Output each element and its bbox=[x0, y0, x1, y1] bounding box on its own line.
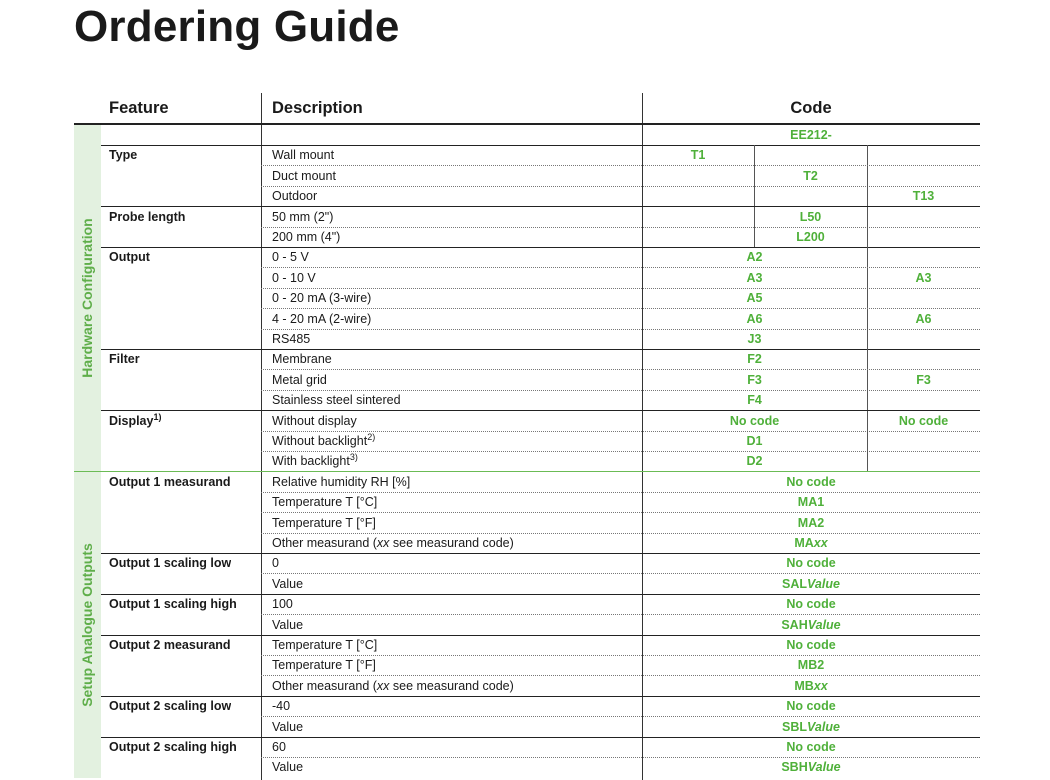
feature-text: Output 2 scaling high bbox=[109, 740, 237, 754]
table-row bbox=[101, 737, 980, 757]
description-cell bbox=[272, 268, 316, 288]
description-text: 100 bbox=[272, 597, 293, 612]
table-row bbox=[101, 513, 980, 533]
code-text: MA bbox=[794, 536, 814, 550]
description-text: 60 bbox=[272, 740, 286, 754]
description-cell bbox=[272, 757, 303, 777]
code-italic: xx bbox=[813, 536, 828, 550]
feature-text: Output 1 measurand bbox=[109, 474, 231, 489]
header-feature: Feature bbox=[109, 99, 169, 117]
description-cell bbox=[272, 635, 377, 655]
description-cell bbox=[272, 247, 309, 267]
code-column-divider bbox=[867, 411, 868, 431]
code-column-divider bbox=[867, 227, 868, 247]
table-row bbox=[101, 717, 980, 737]
description-cell bbox=[272, 737, 286, 757]
code-column-divider bbox=[867, 207, 868, 227]
code-value: T2 bbox=[803, 168, 818, 183]
feature-label bbox=[109, 696, 231, 716]
feature-text: Output 1 scaling low bbox=[109, 556, 232, 571]
code-value: F2 bbox=[747, 352, 762, 367]
description-cell bbox=[272, 717, 303, 737]
code-value: L50 bbox=[799, 209, 822, 224]
code-value: No code bbox=[729, 413, 780, 428]
description-italic: xx bbox=[376, 678, 390, 693]
table-row bbox=[101, 411, 980, 431]
description-text: Without display bbox=[272, 413, 357, 428]
description-text: Temperature T [°F] bbox=[272, 658, 376, 673]
table-row bbox=[101, 574, 980, 594]
description-text: Stainless steel sintered bbox=[272, 393, 401, 408]
section-label: Hardware Configuration bbox=[79, 218, 95, 379]
code-value: No code bbox=[786, 597, 836, 612]
description-footnote: 2) bbox=[367, 431, 376, 442]
description-text: Value bbox=[272, 760, 304, 775]
table-row bbox=[101, 757, 980, 777]
code-value bbox=[642, 676, 980, 696]
feature-label bbox=[109, 594, 237, 614]
code-column-divider bbox=[867, 370, 868, 390]
feature-text: Display bbox=[109, 413, 154, 428]
description-text: Value bbox=[272, 719, 304, 734]
feature-text: Output 2 measurand bbox=[109, 638, 231, 652]
code-value: F3 bbox=[747, 372, 762, 387]
description-cell bbox=[272, 513, 376, 533]
table-row bbox=[101, 615, 980, 635]
description-cell bbox=[272, 615, 303, 635]
description-cell bbox=[272, 676, 514, 696]
description-cell bbox=[272, 574, 303, 594]
code-value bbox=[642, 717, 980, 737]
description-text: Metal grid bbox=[272, 372, 327, 387]
description-cell bbox=[272, 533, 514, 553]
feature-label bbox=[109, 247, 150, 267]
code-value: No code bbox=[786, 638, 836, 652]
description-text: RS485 bbox=[272, 332, 311, 346]
code-column-divider bbox=[867, 349, 868, 369]
code-value: F4 bbox=[747, 393, 762, 408]
code-italic: Value bbox=[807, 760, 841, 775]
code-text: SBL bbox=[782, 719, 808, 734]
table-header bbox=[74, 93, 980, 123]
ordering-table bbox=[74, 125, 980, 780]
description-cell bbox=[272, 492, 377, 512]
description-text: 0 - 20 mA (3-wire) bbox=[272, 291, 372, 306]
table-row bbox=[101, 594, 980, 614]
table-row bbox=[101, 431, 980, 451]
description-text: see measurand code) bbox=[389, 678, 514, 693]
code-value: No code bbox=[898, 413, 949, 428]
description-text: 200 mm (4") bbox=[272, 230, 341, 244]
header-description: Description bbox=[272, 99, 363, 117]
description-text: Temperature T [°C] bbox=[272, 495, 378, 510]
description-text: 50 mm (2") bbox=[272, 209, 334, 224]
description-cell bbox=[272, 166, 336, 186]
feature-text: Probe length bbox=[109, 209, 186, 224]
feature-label bbox=[109, 145, 137, 165]
code-value: A5 bbox=[746, 291, 763, 306]
code-value: J3 bbox=[747, 332, 762, 346]
description-cell bbox=[272, 411, 357, 431]
code-value: A6 bbox=[746, 311, 763, 326]
table-row bbox=[101, 635, 980, 655]
description-cell bbox=[272, 309, 371, 329]
code-value: MA1 bbox=[797, 495, 825, 510]
table-row bbox=[101, 655, 980, 675]
code-value: A3 bbox=[915, 270, 932, 285]
table-row bbox=[101, 370, 980, 390]
feature-label bbox=[109, 737, 237, 757]
code-column-divider bbox=[867, 309, 868, 329]
header-divider bbox=[261, 93, 262, 123]
code-column-divider bbox=[867, 451, 868, 471]
table-row bbox=[101, 227, 980, 247]
code-column-divider bbox=[867, 431, 868, 451]
code-column-divider bbox=[754, 145, 755, 165]
code-value: MB2 bbox=[797, 658, 825, 673]
description-cell bbox=[272, 696, 290, 716]
description-cell bbox=[272, 370, 327, 390]
feature-label bbox=[109, 472, 231, 492]
feature-text: Type bbox=[109, 148, 138, 163]
table-row bbox=[101, 166, 980, 186]
code-column-divider bbox=[867, 186, 868, 206]
description-cell bbox=[272, 655, 376, 675]
page-title: Ordering Guide bbox=[74, 2, 400, 51]
code-value: F3 bbox=[916, 372, 931, 387]
code-value: EE212- bbox=[790, 128, 832, 142]
feature-label bbox=[109, 411, 161, 431]
description-text: Membrane bbox=[272, 352, 332, 367]
description-text: With backlight bbox=[272, 454, 350, 469]
table-row bbox=[101, 553, 980, 573]
code-column-divider bbox=[754, 166, 755, 186]
code-value: T1 bbox=[690, 148, 706, 163]
code-value: A2 bbox=[746, 250, 763, 265]
description-text: Value bbox=[272, 617, 304, 632]
code-value: MA2 bbox=[797, 515, 825, 530]
table-row bbox=[101, 125, 980, 145]
feature-text: Output 1 scaling high bbox=[109, 597, 237, 612]
code-column-divider bbox=[754, 207, 755, 227]
code-column-divider bbox=[867, 247, 868, 267]
description-text: -40 bbox=[272, 699, 291, 714]
description-text: Relative humidity RH [%] bbox=[272, 474, 411, 489]
description-cell bbox=[272, 349, 332, 369]
description-cell bbox=[272, 553, 279, 573]
description-footnote: 3) bbox=[349, 452, 358, 463]
code-italic: Value bbox=[807, 576, 840, 591]
code-italic: xx bbox=[813, 678, 828, 693]
code-value: L200 bbox=[796, 230, 825, 244]
feature-footnote: 1) bbox=[153, 411, 162, 422]
table-row bbox=[101, 329, 980, 349]
code-value bbox=[642, 757, 980, 777]
description-italic: xx bbox=[376, 536, 390, 550]
description-cell bbox=[272, 329, 310, 349]
table-row bbox=[101, 676, 980, 696]
description-text: Other measurand ( bbox=[272, 536, 377, 550]
code-column-divider bbox=[867, 268, 868, 288]
code-column-divider bbox=[754, 186, 755, 206]
table-row bbox=[101, 247, 980, 267]
description-text: Without backlight bbox=[272, 434, 368, 448]
code-value bbox=[642, 533, 980, 553]
code-column-divider bbox=[867, 329, 868, 349]
code-value bbox=[642, 574, 980, 594]
table-row bbox=[101, 268, 980, 288]
table-row bbox=[101, 186, 980, 206]
code-italic: Value bbox=[807, 617, 841, 632]
code-value: No code bbox=[786, 699, 836, 714]
feature-text: Filter bbox=[109, 352, 140, 367]
table-row bbox=[101, 349, 980, 369]
table-row bbox=[101, 207, 980, 227]
table-row bbox=[101, 451, 980, 471]
table-row bbox=[101, 533, 980, 553]
code-value: A6 bbox=[915, 311, 932, 326]
code-text: SAL bbox=[782, 576, 808, 591]
code-value: No code bbox=[786, 740, 836, 754]
code-italic: Value bbox=[807, 719, 840, 734]
code-text: MB bbox=[794, 678, 814, 693]
code-column-divider bbox=[867, 390, 868, 410]
feature-text: Output 2 scaling low bbox=[109, 699, 232, 714]
description-text: Outdoor bbox=[272, 189, 318, 204]
description-cell bbox=[272, 207, 333, 227]
code-column-divider bbox=[867, 288, 868, 308]
description-cell bbox=[272, 594, 293, 614]
feature-label bbox=[109, 635, 231, 655]
table-row bbox=[101, 390, 980, 410]
description-cell bbox=[272, 186, 317, 206]
feature-label bbox=[109, 553, 231, 573]
description-text: 0 - 5 V bbox=[272, 250, 309, 265]
table-row bbox=[101, 492, 980, 512]
feature-label bbox=[109, 349, 140, 369]
code-value: No code bbox=[786, 556, 836, 571]
description-text: Temperature T [°F] bbox=[272, 515, 376, 530]
code-column-divider bbox=[754, 227, 755, 247]
header-code: Code bbox=[790, 99, 832, 117]
description-text: Wall mount bbox=[272, 148, 335, 163]
code-text: SAH bbox=[781, 617, 808, 632]
description-cell bbox=[272, 451, 358, 471]
description-text: Value bbox=[272, 576, 304, 591]
code-value bbox=[642, 615, 980, 635]
description-text: see measurand code) bbox=[389, 536, 514, 550]
code-column-divider bbox=[867, 166, 868, 186]
code-value: T13 bbox=[912, 189, 935, 204]
feature-text: Output bbox=[109, 250, 150, 265]
table-row bbox=[101, 145, 980, 165]
table-row bbox=[101, 309, 980, 329]
section-label: Setup Analogue Outputs bbox=[79, 543, 95, 707]
table-row bbox=[101, 696, 980, 716]
description-text: Duct mount bbox=[272, 168, 336, 183]
code-value: No code bbox=[786, 474, 836, 489]
description-cell bbox=[272, 390, 401, 410]
description-cell bbox=[272, 472, 410, 492]
description-text: 0 bbox=[272, 556, 279, 571]
description-cell bbox=[272, 145, 334, 165]
description-cell bbox=[272, 227, 340, 247]
code-value: A3 bbox=[746, 270, 763, 285]
description-text: Other measurand ( bbox=[272, 678, 377, 693]
table-row bbox=[101, 472, 980, 492]
description-cell bbox=[272, 431, 375, 451]
code-column-divider bbox=[867, 145, 868, 165]
code-value: D2 bbox=[746, 454, 763, 469]
description-text: Temperature T [°C] bbox=[272, 638, 378, 652]
table-row bbox=[101, 288, 980, 308]
code-value: D1 bbox=[746, 434, 763, 448]
code-text: SBH bbox=[781, 760, 808, 775]
description-text: 0 - 10 V bbox=[272, 270, 316, 285]
description-text: 4 - 20 mA (2-wire) bbox=[272, 311, 372, 326]
description-cell bbox=[272, 288, 371, 308]
feature-label bbox=[109, 207, 185, 227]
